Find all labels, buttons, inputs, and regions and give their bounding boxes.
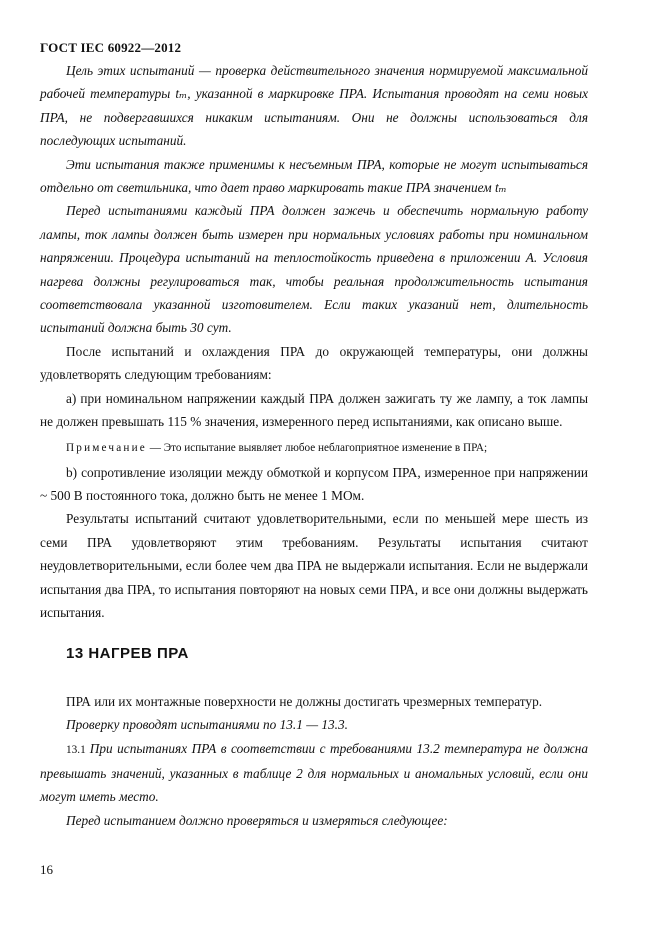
list-item-b-text: сопротивление изоляции между обмоткой и корпусом ПРА, измеренное при напряжении ~ 500 В постоянного тока, должно быть не менее 1 МОм. (40, 464, 588, 503)
list-item-b-label: b) (66, 464, 78, 480)
subsection-13-1 (40, 737, 588, 809)
note-label: Примечание (66, 441, 147, 454)
paragraph-after-tests: После испытаний и охлаждения ПРА до окружающей температуры, они должны удовлетворять следующим требованиям: (40, 343, 588, 383)
section-13-paragraph-1: ПРА или их монтажные поверхности не должны достигать чрезмерных температур. (66, 693, 543, 709)
document-body (40, 59, 588, 832)
paragraph-test-purpose: Цель этих испытаний — проверка действительного значения нормируемой максимальной рабочей температуры tₘ, указанной в маркировке ПРА. Испытания проводят на семи новых ПРА, не подвергавшихся никаким испытаниям. Они не должны использоваться для последующих испытаний. (40, 63, 588, 149)
subsection-13-1-text: При испытаниях ПРА в соответствии с требованиями 13.2 температура не должна превышать значений, указанных в таблице 2 для нормальных и аномальных условий, если они могут иметь место. (40, 740, 588, 805)
section-13-paragraph-3: Перед испытанием должно проверяться и измеряться следующее: (66, 812, 448, 828)
list-item-a-text: при номинальном напряжении каждый ПРА должен зажигать ту же лампу, а ток лампы не должен превышать 115 % значения, измеренного перед испытаниями, как описано выше. (40, 390, 588, 430)
list-item-a (40, 387, 588, 434)
document-header: ГОСТ IEC 60922—2012 (40, 40, 182, 55)
list-item-a-label: a) (66, 390, 77, 406)
paragraph-test-procedure: Перед испытаниями каждый ПРА должен зажечь и обеспечить нормальную работу лампы, ток лампы должен быть измерен при нормальных условиях работы при номинальном напряжении. Процедура испытаний на теплостойкость приведена в приложении А. Условия нагрева должны регулироваться так, чтобы реальная продолжительность испытания соответствовала указанной изготовителем. Если таких указаний нет, длительность испытаний должна быть 30 сут. (40, 203, 588, 336)
note-text: — Это испытание выявляет любое неблагоприятное изменение в ПРА; (146, 441, 488, 454)
paragraph-results: Результаты испытаний считают удовлетворительными, если по меньшей мере шесть из семи ПРА удовлетворяют этим требованиям. Результаты испытания считают неудовлетворительными, если более чем два ПРА не выдержали испытания. Если не выдержали испытания два ПРА, то испытания повторяют на новых семи ПРА, и все они должны выдержать испытания. (40, 511, 588, 620)
list-item-b (40, 461, 588, 508)
section-13-paragraph-2: Проверку проводят испытаниями по 13.1 — 13.3. (66, 717, 348, 733)
page-number: 16 (40, 862, 53, 877)
subsection-13-1-number: 13.1 (66, 743, 86, 756)
paragraph-non-removable: Эти испытания также применимы к несъемным ПРА, которые не могут испытываться отдельно от светильника, что дает право маркировать такие ПРА значением tₘ (40, 156, 588, 196)
note (40, 438, 588, 458)
section-13-heading: 13 НАГРЕВ ПРА (66, 645, 189, 663)
